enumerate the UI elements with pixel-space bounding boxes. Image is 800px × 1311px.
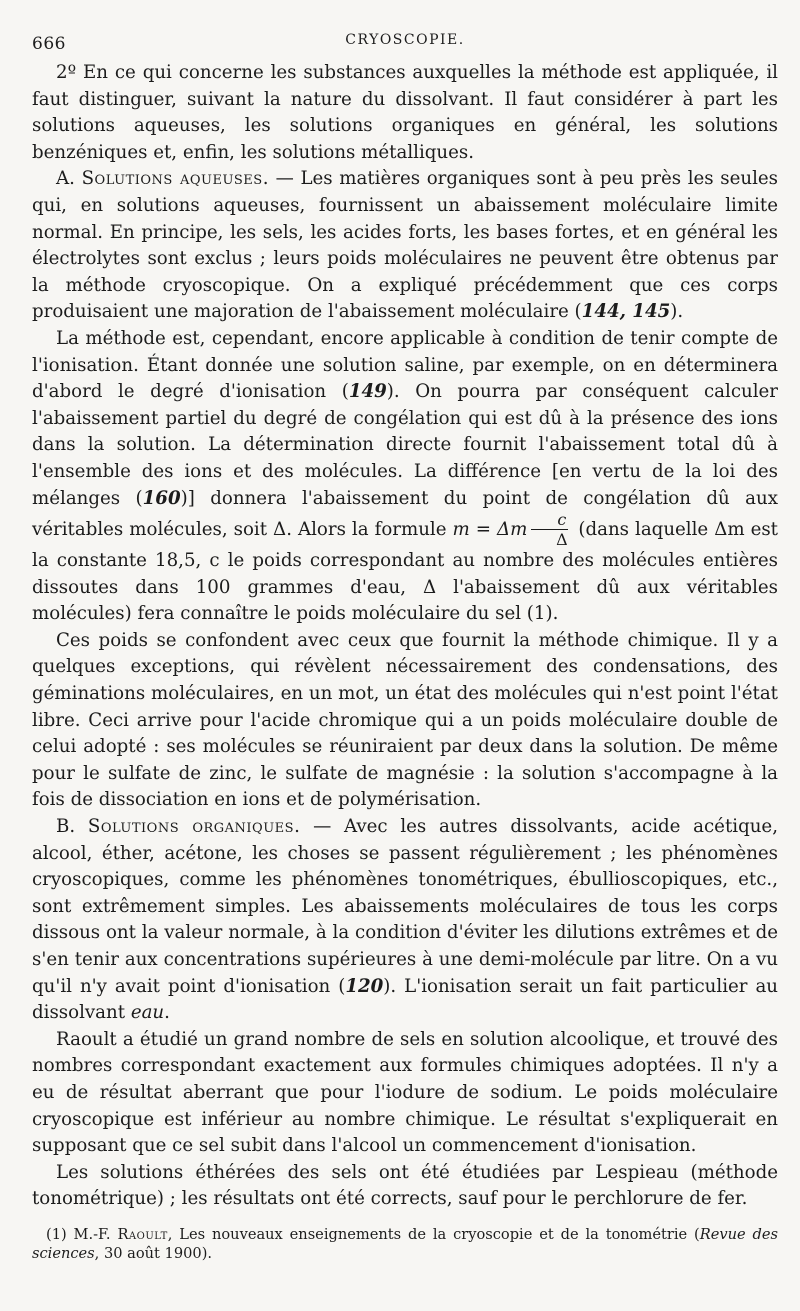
reference-160: 160 [142,487,181,509]
reference-144-145: 144, 145 [581,301,671,323]
footnote-text-2: , 30 août 1900). [94,1244,213,1262]
formula-fraction [531,512,568,548]
paragraph-organic-text-1: — Avec les autres dissolvants, acide acétique, alcool, éther, acétone, les choses se passent régulièrement ; les phénomènes cryoscopiques, comme les phénomènes tonométriques, ébullioscopiques, etc., sont extrêmement simples. Les abaissements moléculaires de tous les corps dissous ont la valeur normale, à la condition d'éviter les dilutions extrêmes et de s'en tenir aux concentrations supérieures à une demi-molécule par litre. On a vu qu'il n'y avait point d'ionisation ( [32,816,778,997]
page-number: 666 [32,34,66,54]
paragraph-lespieau-text: Les solutions éthérées des sels ont été étudiées par Lespieau (méthode tonométrique) ; les résultats ont été corrects, sauf pour le perchlorure de fer. [32,1161,778,1210]
section-heading-aqueous: Solutions aqueuses. [81,168,269,190]
running-title: CRYOSCOPIE. [345,32,465,48]
paragraph-exceptions-text: Ces poids se confondent avec ceux que fournit la méthode chimique. Il y a quelques exceptions, qui révèlent nécessairement des condensations, des géminations moléculaires, en un mot, un état des molécules qui n'est point l'état libre. Ceci arrive pour l'acide chromique qui a un poids moléculaire double de celui adopté : ses molécules se réuniraient par deux dans la solution. De même pour le sulfate de zinc, le sulfate de magnésie : la solution s'accompagne à la fois de dissociation en ions et de polymérisation. [32,629,778,811]
body-text [32,60,778,1213]
footnote-marker: (1) M.-F. [46,1225,118,1243]
section-label-a: A. [56,168,75,190]
footnote [32,1225,778,1263]
footnote-journal: Revue des sciences [32,1225,778,1262]
paragraph-aqueous-text: — Les matières organiques sont à peu près les seules qui, en solutions aqueuses, fournissent un abaissement moléculaire limite normal. En principe, les sels, les acides forts, les bases fortes, et en général les électrolytes sont exclus ; leurs poids moléculaires ne peuvent être obtenus par la méthode cryoscopique. On a expliqué précédemment que ces corps produisaient une majoration de l'abaissement moléculaire ( [32,168,778,323]
section-heading-organic: Solutions organiques. [87,816,301,838]
paragraph-intro [32,60,778,166]
paragraph-raoult-text: Raoult a étudié un grand nombre de sels en solution alcoolique, et trouvé des nombres correspondant exactement aux formules chimiques adoptées. Il n'y a eu de résultat aberrant que pour l'iodure de sodium. Le poids moléculaire cryoscopique est inférieur au nombre chimique. Le résultat s'expliquerait en supposant que ce sel subit dans l'alcool un commencement d'ionisation. [32,1028,778,1157]
reference-149: 149 [348,381,387,403]
footnote-author: Raoult [117,1225,168,1243]
paragraph-ionisation-text-2: ). On pourra par conséquent calculer l'abaissement partiel du degré de congélation qui est dû à la présence des ions dans la solution. La détermination directe fournit l'abaissement total dû à l'ensemble des ions et des molécules. La différence [en vertu de la loi des mélanges ( [32,381,778,509]
paragraph-ionisation-method [32,326,778,628]
paragraph-intro-text: 2º En ce qui concerne les substances auxquelles la méthode est appliquée, il faut distinguer, suivant la nature du dissolvant. Il faut considérer à part les solutions aqueuses, les solutions organiques en général, les solutions benzéniques et, enfin, les solutions métalliques. [32,62,778,163]
paragraph-organic-text-2: ). L'ionisation serait un fait particulier au dissolvant [32,975,778,1024]
footnote-text-1: , Les nouveaux enseignements de la cryoscopie et de la tonométrie ( [167,1225,700,1243]
reference-120: 120 [345,975,384,997]
paragraph-exceptions [32,628,778,814]
paragraph-raoult [32,1027,778,1160]
fraction-numerator: c [531,512,568,530]
paragraph-organic-solutions [32,814,778,1027]
paragraph-ionisation-text-3: )] donnera l'abaissement du point de congélation dû aux véritables molécules, soit Δ. Alors la formule [32,487,778,541]
paragraph-ionisation-text-1: La méthode est, cependant, encore applicable à condition de tenir compte de l'ionisation. Étant donnée une solution saline, par exemple, on en déterminera d'abord le degré d'ionisation ( [32,327,778,403]
paragraph-organic-end: . [164,1002,170,1024]
fraction-denominator: Δ [556,530,568,550]
page-header [32,26,778,60]
paragraph-lespieau [32,1160,778,1213]
italic-word-eau: eau [130,1002,165,1024]
formula-lhs: m = Δm [452,519,528,541]
paragraph-ionisation-text-4: (dans laquelle Δm est la constante 18,5, c le poids correspondant au nombre des molécules entières dissoutes dans 100 grammes d'eau, Δ l'abaissement dû aux véritables molécules) fera connaître le poids moléculaire du sel (1). [32,519,778,625]
paragraph-aqueous-solutions [32,166,778,326]
paragraph-aqueous-end: ). [670,301,684,323]
section-label-b: B. [56,816,76,838]
